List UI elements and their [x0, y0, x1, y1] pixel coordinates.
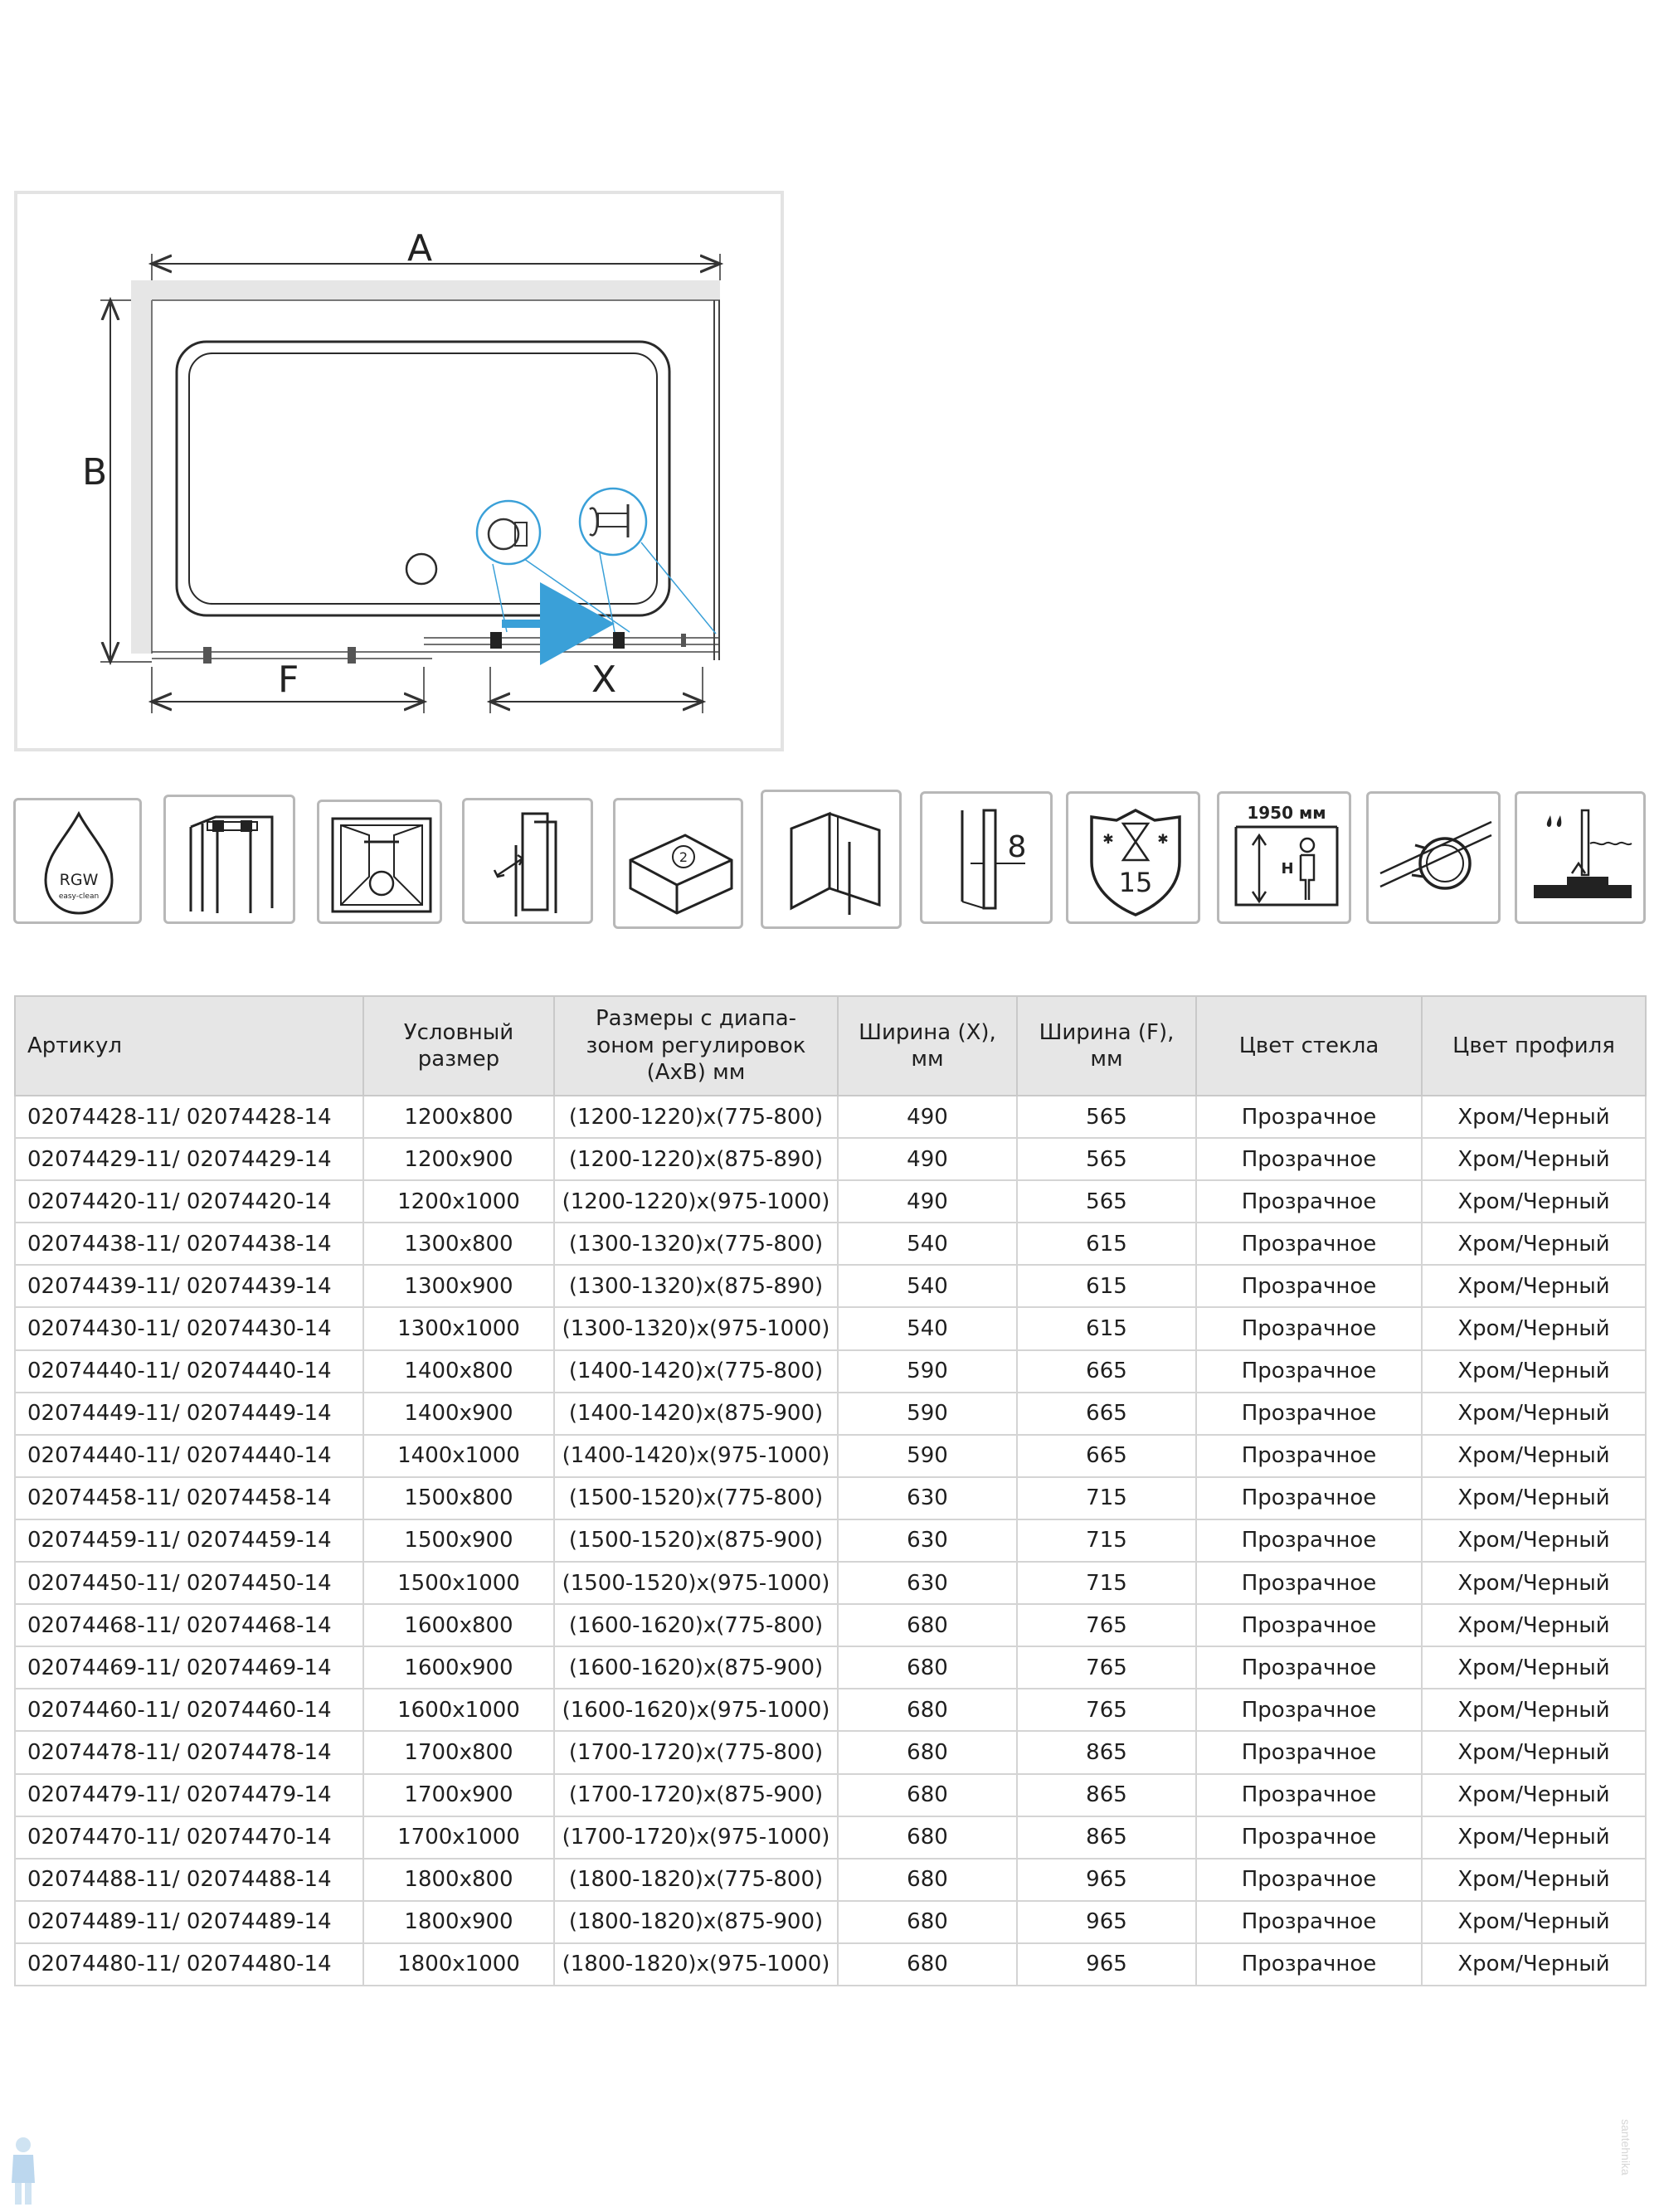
table-cell: 1700x1000: [363, 1816, 554, 1859]
table-cell: 1600x800: [363, 1604, 554, 1646]
water-seal-icon: [1515, 791, 1646, 924]
table-cell: Прозрачное: [1196, 1901, 1422, 1943]
table-cell: Прозрачное: [1196, 1138, 1422, 1180]
table-cell: 02074458-11/ 02074458-14: [15, 1477, 363, 1519]
height-icon: [1217, 791, 1351, 924]
table-cell: Хром/Черный: [1422, 1477, 1646, 1519]
table-header: [15, 996, 1646, 1096]
table-row: [15, 1350, 1646, 1393]
table-cell: Прозрачное: [1196, 1943, 1422, 1986]
table-row: [15, 1138, 1646, 1180]
table-cell: Хром/Черный: [1422, 1646, 1646, 1689]
table-cell: 680: [838, 1604, 1017, 1646]
table-cell: Хром/Черный: [1422, 1901, 1646, 1943]
table-row: [15, 1096, 1646, 1138]
table-cell: (1800-1820)x(875-900): [554, 1901, 838, 1943]
table-row: [15, 1731, 1646, 1773]
table-row: [15, 1816, 1646, 1859]
table-cell: 1600x900: [363, 1646, 554, 1689]
table-cell: Хром/Черный: [1422, 1096, 1646, 1138]
table-cell: Хром/Черный: [1422, 1774, 1646, 1816]
table-cell: 1300x800: [363, 1223, 554, 1265]
table-cell: 02074480-11/ 02074480-14: [15, 1943, 363, 1986]
table-cell: Прозрачное: [1196, 1096, 1422, 1138]
table-cell: 680: [838, 1689, 1017, 1731]
table-cell: 615: [1017, 1265, 1196, 1307]
table-cell: 965: [1017, 1859, 1196, 1901]
table-cell: (1700-1720)x(975-1000): [554, 1816, 838, 1859]
table-row: [15, 1689, 1646, 1731]
table-row: [15, 1901, 1646, 1943]
column-header: Артикул: [15, 996, 363, 1096]
table-cell: Хром/Черный: [1422, 1816, 1646, 1859]
table-cell: Прозрачное: [1196, 1646, 1422, 1689]
table-cell: 715: [1017, 1562, 1196, 1604]
table-cell: (1300-1320)x(975-1000): [554, 1307, 838, 1349]
table-cell: Хром/Черный: [1422, 1689, 1646, 1731]
table-cell: 02074479-11/ 02074479-14: [15, 1774, 363, 1816]
table-cell: (1500-1520)x(975-1000): [554, 1562, 838, 1604]
table-cell: 1600x1000: [363, 1689, 554, 1731]
glass-thickness-icon: [920, 791, 1053, 924]
table-cell: 02074429-11/ 02074429-14: [15, 1138, 363, 1180]
corner-enclosure-icon: [761, 790, 902, 929]
table-cell: 490: [838, 1138, 1017, 1180]
table-cell: 490: [838, 1180, 1017, 1223]
dimension-f-label: F: [278, 659, 299, 701]
svg-text:✱: ✱: [1102, 831, 1114, 847]
table-cell: Прозрачное: [1196, 1435, 1422, 1477]
table-cell: 565: [1017, 1180, 1196, 1223]
table-cell: 1500x1000: [363, 1562, 554, 1604]
table-row: [15, 1562, 1646, 1604]
table-cell: (1700-1720)x(775-800): [554, 1731, 838, 1773]
table-cell: 630: [838, 1562, 1017, 1604]
table-cell: (1500-1520)x(775-800): [554, 1477, 838, 1519]
table-cell: Прозрачное: [1196, 1731, 1422, 1773]
packages-count-icon: [613, 798, 743, 929]
table-cell: (1400-1420)x(875-900): [554, 1393, 838, 1435]
svg-text:✱: ✱: [1157, 831, 1169, 847]
table-cell: 490: [838, 1096, 1017, 1138]
height-value-text: 1950 мм: [1247, 803, 1326, 823]
table-cell: 590: [838, 1393, 1017, 1435]
table-cell: Хром/Черный: [1422, 1307, 1646, 1349]
rgw-text: RGW: [59, 871, 99, 889]
table-row: [15, 1393, 1646, 1435]
table-cell: 1300x1000: [363, 1307, 554, 1349]
table-cell: 540: [838, 1307, 1017, 1349]
table-row: [15, 1180, 1646, 1223]
table-cell: (1400-1420)x(775-800): [554, 1350, 838, 1393]
rgw-drop-icon: [13, 798, 142, 924]
table-row: [15, 1265, 1646, 1307]
table-cell: 865: [1017, 1731, 1196, 1773]
table-cell: Прозрачное: [1196, 1816, 1422, 1859]
sliding-rollers-icon: [317, 800, 442, 924]
easy-clean-text: easy-clean: [58, 892, 100, 901]
plumber-logo-icon: [7, 2133, 40, 2212]
table-cell: 02074439-11/ 02074439-14: [15, 1265, 363, 1307]
table-row: [15, 1774, 1646, 1816]
warranty-shield-icon: [1066, 791, 1200, 924]
table-cell: 02074420-11/ 02074420-14: [15, 1180, 363, 1223]
table-cell: 02074488-11/ 02074488-14: [15, 1859, 363, 1901]
table-cell: (1500-1520)x(875-900): [554, 1519, 838, 1562]
table-cell: 1200x800: [363, 1096, 554, 1138]
table-cell: 680: [838, 1646, 1017, 1689]
dimension-a-label: A: [407, 227, 433, 270]
table-cell: 1300x900: [363, 1265, 554, 1307]
table-cell: 665: [1017, 1435, 1196, 1477]
table-cell: Хром/Черный: [1422, 1604, 1646, 1646]
table-cell: (1400-1420)x(975-1000): [554, 1435, 838, 1477]
table-cell: 715: [1017, 1519, 1196, 1562]
table-cell: Хром/Черный: [1422, 1519, 1646, 1562]
table-cell: (1300-1320)x(775-800): [554, 1223, 838, 1265]
wall-top: [131, 280, 720, 300]
handle-detail-icon: [477, 501, 540, 564]
table-cell: Прозрачное: [1196, 1477, 1422, 1519]
table-cell: 765: [1017, 1689, 1196, 1731]
table-cell: (1200-1220)x(975-1000): [554, 1180, 838, 1223]
table-cell: 590: [838, 1350, 1017, 1393]
watermark-text: santehnika: [1619, 2119, 1632, 2176]
table-cell: 665: [1017, 1350, 1196, 1393]
table-cell: 1200x900: [363, 1138, 554, 1180]
table-cell: 02074460-11/ 02074460-14: [15, 1689, 363, 1731]
table-row: [15, 1477, 1646, 1519]
table-cell: 680: [838, 1774, 1017, 1816]
table-cell: 565: [1017, 1096, 1196, 1138]
table-cell: 1400x900: [363, 1393, 554, 1435]
table-cell: Прозрачное: [1196, 1519, 1422, 1562]
table-cell: Прозрачное: [1196, 1265, 1422, 1307]
table-cell: Прозрачное: [1196, 1689, 1422, 1731]
table-cell: 1400x1000: [363, 1435, 554, 1477]
table-cell: Хром/Черный: [1422, 1350, 1646, 1393]
table-cell: 1800x900: [363, 1901, 554, 1943]
table-cell: 02074469-11/ 02074469-14: [15, 1646, 363, 1689]
table-cell: Прозрачное: [1196, 1350, 1422, 1393]
table-cell: Прозрачное: [1196, 1604, 1422, 1646]
table-row: [15, 1223, 1646, 1265]
table-cell: Хром/Черный: [1422, 1943, 1646, 1986]
table-cell: 540: [838, 1265, 1017, 1307]
table-row: [15, 1943, 1646, 1986]
table-cell: 965: [1017, 1943, 1196, 1986]
table-cell: 1500x800: [363, 1477, 554, 1519]
table-cell: 630: [838, 1477, 1017, 1519]
column-header: Цвет профиля: [1422, 996, 1646, 1096]
table-cell: 565: [1017, 1138, 1196, 1180]
table-row: [15, 1519, 1646, 1562]
table-cell: Хром/Черный: [1422, 1265, 1646, 1307]
table-cell: 590: [838, 1435, 1017, 1477]
column-header: Условный размер: [363, 996, 554, 1096]
table-cell: 02074459-11/ 02074459-14: [15, 1519, 363, 1562]
table-cell: 1200x1000: [363, 1180, 554, 1223]
table-row: [15, 1859, 1646, 1901]
table-cell: 1500x900: [363, 1519, 554, 1562]
table-cell: 680: [838, 1859, 1017, 1901]
table-cell: 1800x800: [363, 1859, 554, 1901]
dimension-x-label: X: [591, 659, 617, 701]
frameless-panels-icon: [163, 795, 295, 924]
table-cell: 02074468-11/ 02074468-14: [15, 1604, 363, 1646]
table-cell: 02074440-11/ 02074440-14: [15, 1435, 363, 1477]
column-header: Цвет стекла: [1196, 996, 1422, 1096]
table-cell: 1800x1000: [363, 1943, 554, 1986]
round-handle-icon: [1366, 791, 1501, 924]
table-cell: Хром/Черный: [1422, 1393, 1646, 1435]
table-cell: (1600-1620)x(875-900): [554, 1646, 838, 1689]
table-cell: 680: [838, 1943, 1017, 1986]
column-header: Ширина (X), мм: [838, 996, 1017, 1096]
table-cell: Прозрачное: [1196, 1180, 1422, 1223]
table-cell: (1200-1220)x(775-800): [554, 1096, 838, 1138]
table-cell: Прозрачное: [1196, 1774, 1422, 1816]
table-cell: Хром/Черный: [1422, 1859, 1646, 1901]
packages-count-text: 2: [679, 849, 688, 865]
table-cell: (1800-1820)x(775-800): [554, 1859, 838, 1901]
specifications-table: [14, 995, 1647, 1986]
table-cell: 680: [838, 1901, 1017, 1943]
table-cell: Прозрачное: [1196, 1393, 1422, 1435]
table-cell: 765: [1017, 1604, 1196, 1646]
table-cell: 615: [1017, 1307, 1196, 1349]
table-cell: 02074470-11/ 02074470-14: [15, 1816, 363, 1859]
warranty-years-text: 15: [1118, 867, 1153, 898]
table-cell: 02074449-11/ 02074449-14: [15, 1393, 363, 1435]
table-row: [15, 1604, 1646, 1646]
table-body: [15, 1096, 1646, 1986]
table-cell: 965: [1017, 1901, 1196, 1943]
table-cell: (1300-1320)x(875-890): [554, 1265, 838, 1307]
table-cell: Хром/Черный: [1422, 1731, 1646, 1773]
table-cell: 865: [1017, 1816, 1196, 1859]
table-cell: Прозрачное: [1196, 1223, 1422, 1265]
table-cell: 630: [838, 1519, 1017, 1562]
table-row: [15, 1435, 1646, 1477]
features-icon-row: [0, 788, 1659, 933]
height-h-text: H: [1281, 860, 1294, 878]
table-cell: Хром/Черный: [1422, 1435, 1646, 1477]
table-cell: 1400x800: [363, 1350, 554, 1393]
table-row: [15, 1307, 1646, 1349]
wall-left: [131, 280, 152, 654]
table-cell: 02074450-11/ 02074450-14: [15, 1562, 363, 1604]
table-cell: 02074440-11/ 02074440-14: [15, 1350, 363, 1393]
table-cell: 665: [1017, 1393, 1196, 1435]
table-cell: 615: [1017, 1223, 1196, 1265]
table-cell: 540: [838, 1223, 1017, 1265]
table-cell: Хром/Черный: [1422, 1180, 1646, 1223]
table-cell: Хром/Черный: [1422, 1223, 1646, 1265]
table-cell: Прозрачное: [1196, 1859, 1422, 1901]
table-cell: 680: [838, 1816, 1017, 1859]
table-cell: 02074478-11/ 02074478-14: [15, 1731, 363, 1773]
drain-icon: [406, 554, 436, 584]
table-cell: Хром/Черный: [1422, 1562, 1646, 1604]
table-row: [15, 1646, 1646, 1689]
wall-profile-adjust-icon: [462, 798, 593, 924]
table-cell: 865: [1017, 1774, 1196, 1816]
table-cell: 1700x800: [363, 1731, 554, 1773]
table-cell: 02074428-11/ 02074428-14: [15, 1096, 363, 1138]
diagram-drawing: [17, 194, 781, 748]
table-cell: 680: [838, 1731, 1017, 1773]
table-cell: (1600-1620)x(975-1000): [554, 1689, 838, 1731]
table-cell: 02074489-11/ 02074489-14: [15, 1901, 363, 1943]
table-cell: 715: [1017, 1477, 1196, 1519]
table-cell: (1200-1220)x(875-890): [554, 1138, 838, 1180]
table-cell: 765: [1017, 1646, 1196, 1689]
table-cell: (1800-1820)x(975-1000): [554, 1943, 838, 1986]
table-cell: (1600-1620)x(775-800): [554, 1604, 838, 1646]
column-header: Размеры с диапа-зоном регулировок (AxB) мм: [554, 996, 838, 1096]
table-cell: Прозрачное: [1196, 1307, 1422, 1349]
table-cell: Хром/Черный: [1422, 1138, 1646, 1180]
table-cell: 02074430-11/ 02074430-14: [15, 1307, 363, 1349]
table-cell: Прозрачное: [1196, 1562, 1422, 1604]
table-cell: (1700-1720)x(875-900): [554, 1774, 838, 1816]
roller-detail-icon: [580, 489, 646, 555]
column-header: Ширина (F), мм: [1017, 996, 1196, 1096]
table-cell: 02074438-11/ 02074438-14: [15, 1223, 363, 1265]
glass-thickness-text: 8: [1007, 830, 1027, 864]
installation-diagram: [14, 191, 784, 751]
table-cell: 1700x900: [363, 1774, 554, 1816]
dimension-b-label: B: [82, 451, 108, 493]
